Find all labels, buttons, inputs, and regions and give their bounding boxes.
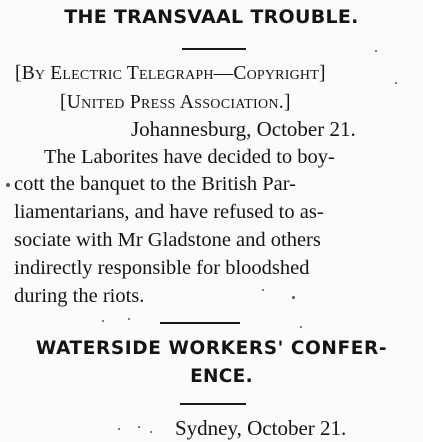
body-line-3: liamentarians, and have refused to as- bbox=[14, 201, 324, 223]
print-speck bbox=[300, 326, 302, 328]
body-line-1: The Laborites have decided to boy- bbox=[44, 146, 335, 168]
dateline-2: Sydney, October 21. bbox=[175, 416, 347, 440]
print-speck bbox=[128, 318, 130, 320]
agency-credit: [United Press Association.] bbox=[60, 92, 291, 113]
body-line-2: cott the banquet to the British Par- bbox=[14, 173, 296, 195]
copyright-credit: [By Electric Telegraph—Copyright] bbox=[15, 63, 326, 84]
article-headline: THE TRANSVAAL TROUBLE. bbox=[64, 6, 359, 28]
print-speck bbox=[6, 183, 10, 187]
print-speck bbox=[102, 320, 104, 322]
headline-rule bbox=[182, 48, 246, 50]
headline-rule-2 bbox=[180, 403, 246, 405]
dateline: Johannesburg, October 21. bbox=[131, 117, 356, 141]
print-speck bbox=[262, 289, 264, 291]
print-speck bbox=[150, 431, 152, 433]
body-line-6: during the riots. bbox=[14, 285, 145, 307]
body-line-4: sociate with Mr Gladstone and others bbox=[14, 229, 321, 251]
body-line-5: indirectly responsible for bloodshed bbox=[14, 257, 310, 279]
print-speck bbox=[138, 426, 140, 428]
article-headline-line-1: WATERSIDE WORKERS' CONFER- bbox=[35, 338, 388, 359]
print-speck bbox=[118, 428, 120, 430]
article-separator-rule bbox=[160, 322, 240, 324]
print-speck bbox=[395, 82, 397, 84]
article-headline-line-2: ENCE. bbox=[190, 366, 253, 387]
print-speck bbox=[292, 296, 295, 299]
print-speck bbox=[375, 50, 377, 52]
